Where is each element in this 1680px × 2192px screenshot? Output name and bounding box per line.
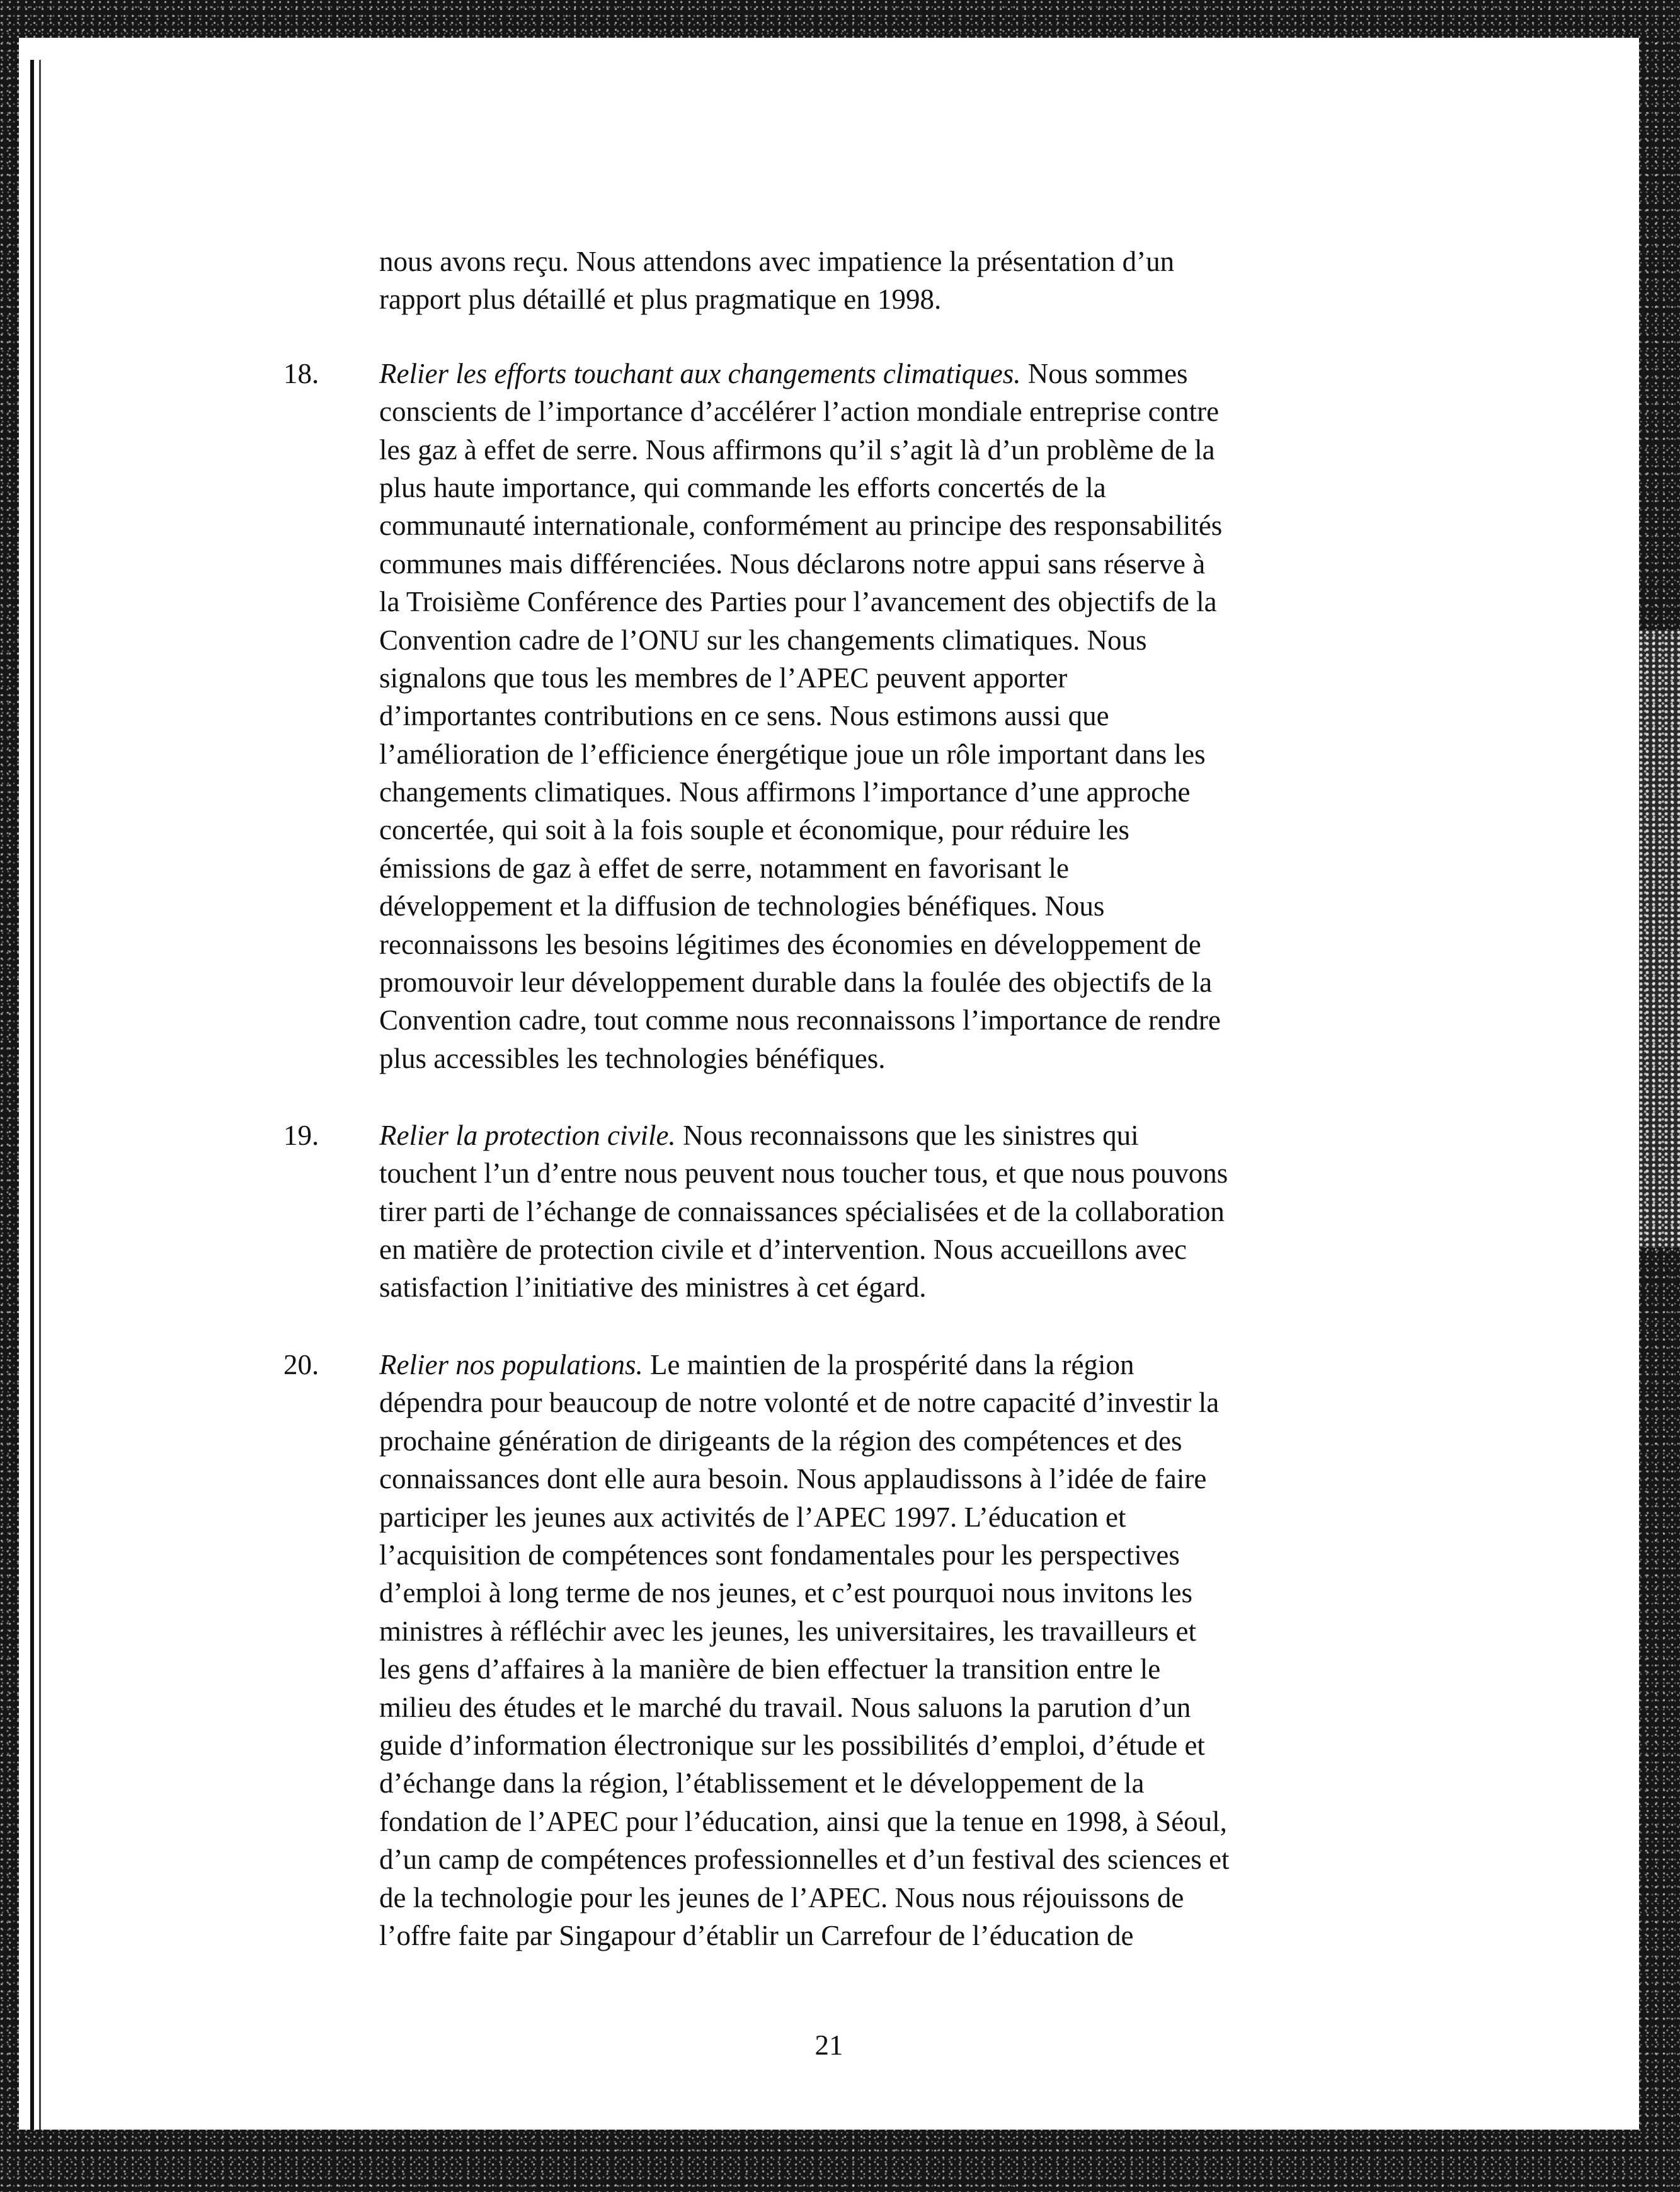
paragraph-line: d’importantes contributions en ce sens. Nous estimons aussi que [379,700,1109,732]
paragraph-line: guide d’information électronique sur les possibilités d’emploi, d’étude et [379,1730,1205,1761]
paragraph-line: l’acquisition de compétences sont fondamentales pour les perspectives [379,1539,1180,1571]
continuation-line: rapport plus détaillé et plus pragmatique en 1998. [379,284,942,315]
paragraph-text: Nous sommes [1020,358,1188,389]
paragraph-line: émissions de gaz à effet de serre, notamment en favorisant le [379,852,1070,884]
paragraph-line: connaissances dont elle aura besoin. Nous applaudissons à l’idée de faire [379,1463,1207,1495]
paragraph-line: les gaz à effet de serre. Nous affirmons qu’il s’agit là d’un problème de la [379,434,1215,466]
paragraph-line: prochaine génération de dirigeants de la région des compétences et des [379,1425,1182,1457]
paragraph-line: d’emploi à long terme de nos jeunes, et c’est pourquoi nous invitons les [379,1577,1193,1609]
paragraph-line: tirer parti de l’échange de connaissances spécialisées et de la collaboration [379,1196,1225,1227]
paragraph-line: l’amélioration de l’efficience énergétique joue un rôle important dans les [379,738,1206,770]
paragraph-line: développement et la diffusion de technologies bénéfiques. Nous [379,890,1105,922]
paragraph-line: d’échange dans la région, l’établissement et le développement de la [379,1767,1145,1799]
paragraph-line: participer les jeunes aux activités de l’APEC 1997. L’éducation et [379,1501,1126,1533]
continuation-line: nous avons reçu. Nous attendons avec impatience la présentation d’un [379,246,1175,277]
paragraph-line: touchent l’un d’entre nous peuvent nous toucher tous, et que nous pouvons [379,1157,1228,1189]
paragraph-line: communauté internationale, conformément au principe des responsabilités [379,510,1223,541]
paragraph-line: plus haute importance, qui commande les efforts concertés de la [379,472,1106,503]
paragraph-number: 19. [283,1120,319,1151]
paragraph-text: Nous reconnaissons que les sinistres qui [675,1120,1139,1151]
paragraph-line: les gens d’affaires à la manière de bien effectuer la transition entre le [379,1653,1161,1685]
paragraph-line: conscients de l’importance d’accélérer l’action mondiale entreprise contre [379,396,1220,427]
paragraph-line: ministres à réfléchir avec les jeunes, les universitaires, les travailleurs et [379,1615,1197,1647]
paragraph-number: 18. [283,358,319,389]
paragraph-lead: Relier les efforts touchant aux changements climatiques. [379,358,1021,389]
paragraph-number: 20. [283,1349,319,1380]
paragraph-line: promouvoir leur développement durable dans la foulée des objectifs de la [379,967,1213,998]
paragraph-line: l’offre faite par Singapour d’établir un Carrefour de l’éducation de [379,1920,1134,1951]
page-edge [30,60,34,2130]
paragraph-line: plus accessibles les technologies bénéfiques. [379,1043,886,1074]
paragraph-line: concertée, qui soit à la fois souple et économique, pour réduire les [379,814,1129,846]
paragraph-line: signalons que tous les membres de l’APEC peuvent apporter [379,662,1068,694]
paragraph-line: milieu des études et le marché du travail. Nous saluons la parution d’un [379,1692,1191,1723]
paragraph-line: changements climatiques. Nous affirmons l’importance d’une approche [379,776,1191,808]
paragraph-line: dépendra pour beaucoup de notre volonté et de notre capacité d’investir la [379,1387,1220,1418]
paragraph-line: Convention cadre de l’ONU sur les changements climatiques. Nous [379,624,1147,656]
paragraph-line: communes mais différenciées. Nous déclarons notre appui sans réserve à [379,548,1206,580]
paragraph-lead: Relier nos populations. [379,1349,643,1380]
paragraph-line: de la technologie pour les jeunes de l’APEC. Nous nous réjouissons de [379,1882,1184,1914]
paragraph-line: en matière de protection civile et d’intervention. Nous accueillons avec [379,1234,1187,1265]
paragraph-line: Convention cadre, tout comme nous reconnaissons l’importance de rendre [379,1004,1221,1036]
paragraph-line: fondation de l’APEC pour l’éducation, ainsi que la tenue en 1998, à Séoul, [379,1806,1227,1837]
paragraph-line: la Troisième Conférence des Parties pour l’avancement des objectifs de la [379,586,1217,617]
paragraph-lead: Relier la protection civile. [379,1120,676,1151]
paragraph-first-line [379,1116,1139,1155]
binding-edge [1639,630,1680,1248]
paragraph-text: Le maintien de la prospérité dans la région [643,1349,1134,1380]
paragraph-line: reconnaissons les besoins légitimes des économies en développement de [379,929,1201,960]
document-page [19,38,1639,2130]
paragraph-first-line [379,355,1188,393]
paragraph-line: d’un camp de compétences professionnelles et d’un festival des sciences et [379,1844,1230,1875]
page-edge [39,60,41,2130]
page-number: 21 [814,2029,843,2061]
paragraph-line: satisfaction l’initiative des ministres à cet égard. [379,1271,927,1303]
paragraph-first-line [379,1346,1134,1384]
page-body [19,38,1639,2130]
